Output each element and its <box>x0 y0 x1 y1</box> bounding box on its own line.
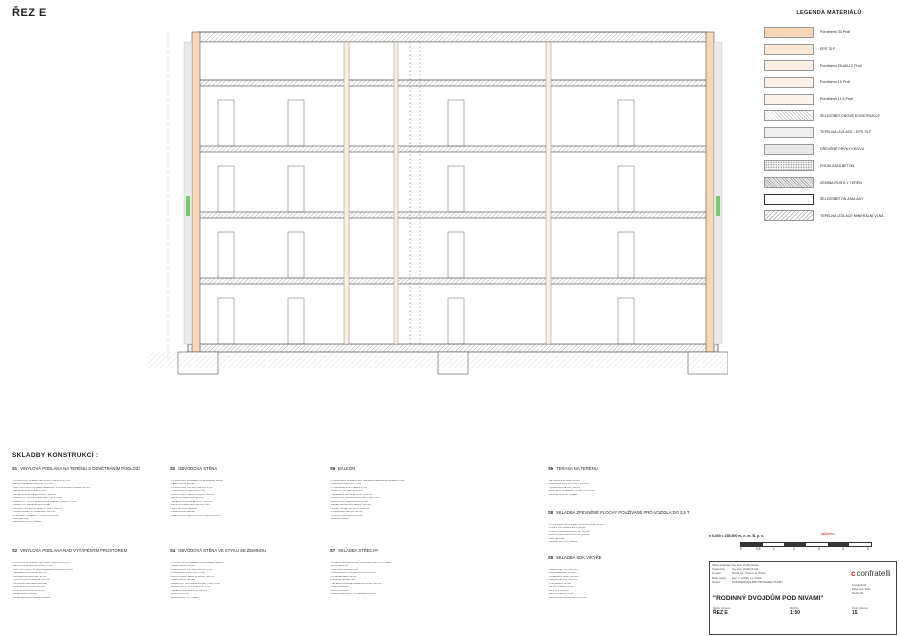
composition-layer: - INTERIÉROVÁ DISPERZNÍ BARVA <box>12 596 51 599</box>
composition-title <box>170 548 266 554</box>
composition-layer: - LEPICÍ STĚRKA, 4 mm <box>548 593 574 596</box>
project-name: "RODINNÝ DVOJDŮM POD NIVAMI" <box>713 595 824 602</box>
legend-label: Porotherm 25 AKU Z Profi <box>820 63 862 68</box>
elevation-reference: ± 0,000 = 235,000 m. n. m. B. p. v. <box>709 534 764 538</box>
legend-item <box>764 74 894 91</box>
composition-layer: - PENETRAČNÍ NÁTĚR <box>170 579 195 582</box>
composition-name: BALKÓN <box>338 466 356 471</box>
title-block <box>709 561 897 635</box>
composition-layer: - NOSNÝ PRVEK SCHÖCK ISOKORB <box>330 507 370 510</box>
composition-layer: - POVRCHOVÁ ÚPRAVA PROTISKLUZNÁ KERAMICKÁ DLAŽBA, 8 mm <box>330 480 405 482</box>
composition-layer: - GEOTEXTILIE <box>548 537 565 540</box>
green-insulation <box>716 196 720 216</box>
legend-swatch <box>764 27 814 38</box>
composition-code: S6 <box>548 466 554 471</box>
composition-title <box>12 466 140 472</box>
composition-layer: - PODKLADOVÁ OMÍTKA, 15 mm <box>170 490 205 493</box>
composition-layer: - KONTRALATĚ 40x60 mm <box>330 568 358 571</box>
composition-name: SKLADBA ZPEVNĚNÉ PLOCHY POUŽÍVANÉ PRO VOZIDLA DO 3,5 T <box>556 510 690 515</box>
meta-key: Datum: <box>852 588 861 591</box>
composition-layer: - TEPELNÁ IZOLACE XPS, 160 mm <box>170 589 208 592</box>
composition-layer: - NOSNÁ PODKLADNÍ DESKA C 25/30, 150 mm <box>12 507 63 510</box>
row-key: Stupeň: <box>712 580 721 584</box>
composition-code: S5 <box>330 466 336 471</box>
legend-swatch <box>764 210 814 221</box>
scale-tick-label: 4 <box>842 547 844 551</box>
composition-layer: - ODVĚTRÁVACÍ SYSTÉM IGLŮ, 400 mm <box>12 511 56 514</box>
legend-swatch <box>764 160 814 171</box>
composition-layer: - SPOJOVACÍ ADHEZNÍ MŮSTEK <box>12 582 48 585</box>
composition-s7 <box>330 548 391 597</box>
composition-title <box>12 548 127 554</box>
sheet-title: ŘEZ E <box>12 7 47 19</box>
composition-layer: - SÁDROKARTON, 12,5 mm <box>548 569 578 571</box>
composition-layer: - PENETRAČNÍ NÁTĚR <box>12 593 37 596</box>
composition-layer: - SKLOTEXTILNÍ MŘÍŽKA <box>170 507 197 510</box>
composition-layer: - ZEMINA, ROSTLÝ TERÉN <box>12 521 41 524</box>
title-block-meta <box>852 592 896 595</box>
scale-tick-label: 5 <box>867 547 869 551</box>
composition-layer: - ŽELEZOBETONOVÁ DESKA, 200 mm <box>330 504 372 507</box>
composition-title <box>330 548 391 554</box>
composition-layer: - OSB DESKA, 22 mm <box>548 582 571 585</box>
ground-slab <box>188 344 718 352</box>
composition-layer: - SEPARAČNÍ PE FÓLIE, 0,2 mm <box>12 490 47 493</box>
composition-layer: - PAROZÁBRANA, 0,2 mm <box>548 572 576 575</box>
composition-layer: - FLEXIBILNÍ LEPIDLO, 5 mm <box>330 483 361 486</box>
composition-layer: - PODKLADNÍ OMÍTKA, 10 mm <box>330 511 363 514</box>
composition-layer: - STŘEŠNÍ SKLÁDANÁ KRYTINA Z BETONOVÝCH TAŠEK <box>330 562 392 564</box>
scale-tick-label: 1 <box>773 547 775 551</box>
composition-code: S8 <box>548 510 554 515</box>
composition-layer: - ZDIVO POROTHERM 30 PROFI, 300 mm <box>170 493 215 496</box>
composition-layer: - LEPICÍ A STĚRKOVÁ HMOTA, 4 mm <box>170 504 210 507</box>
composition-layer: - ZHUTNĚNÝ ŠTĚRKOVÝ PODSYP, 150 mm <box>12 514 59 517</box>
composition-layer: - ZEMINA, ROSTLÝ TERÉN <box>548 493 577 496</box>
composition-s9 <box>548 555 602 600</box>
composition-code: S1 <box>12 466 18 471</box>
roof-slab <box>198 32 708 42</box>
composition-layer: - PENETRAČNÍ NÁTĚR <box>170 565 195 568</box>
legend-item <box>764 91 894 108</box>
composition-layer: - HORNÍ PODKLADNÍ VRSTVA, 150 mm <box>548 530 590 533</box>
insulation <box>184 42 192 344</box>
legend-label: Porotherm 15 Profi <box>820 80 851 85</box>
composition-layer: - POVRCHOVÁ INTERIÉROVÁ DISPERZNÍ BARVA <box>170 480 224 482</box>
interior-wall <box>394 42 398 344</box>
interior-wall <box>546 42 551 344</box>
legend-item <box>764 141 894 158</box>
meta-key: Revize: <box>852 592 861 595</box>
green-insulation <box>186 196 190 216</box>
floor-slab <box>198 278 708 284</box>
composition-layer: - TEPELNÁ IZOLACE EPS 100 S, 100 mm <box>12 493 56 496</box>
right-outer-wall <box>706 32 714 352</box>
composition-layer: - PENETRAČNÍ NÁTĚR <box>170 483 195 486</box>
composition-s4 <box>170 548 266 600</box>
composition-layer: - POVRCHOVÁ ÚPRAVA VINYLOVÁ PODLAHA, 4,5 mm <box>12 562 71 564</box>
composition-layer: - ZEMINA, ROSTLÝ TERÉN <box>548 541 577 544</box>
composition-layer: - TEPELNÁ IZOLACE EPS 150 S, 80 mm <box>330 493 373 496</box>
composition-layer: - ASFALTOVÝ PÁS MODIFIKOVANÝ SBS, 4 mm <box>330 497 381 500</box>
attic <box>198 42 708 80</box>
composition-title <box>548 510 689 516</box>
composition-code: S4 <box>170 548 176 553</box>
scale-ribbon: MĚŘÍTKO <box>821 532 835 536</box>
composition-layer: - LEPICÍ DISPERZNÍ LEPIDLO, 1,5 mm <box>12 483 53 486</box>
composition-code: S7 <box>330 548 336 553</box>
composition-s1 <box>12 466 140 525</box>
composition-s5 <box>330 466 405 521</box>
meta-value: 12 / 2022 <box>860 588 871 591</box>
doors <box>218 100 634 344</box>
composition-layer: - LOŽE Z DRTI FRAKCE 4-8, 40 mm <box>548 527 586 530</box>
legend-swatch <box>764 94 814 105</box>
composition-layer: - PODKLADNÍ OMÍTKA, 10 mm <box>12 586 45 589</box>
composition-layer: - PENETRAČNÍ NÁTĚR <box>170 511 195 514</box>
company-logo: cconfratelli <box>851 569 891 578</box>
stairs <box>410 42 420 344</box>
legend-title: LEGENDA MATERIÁLŮ <box>796 10 862 16</box>
composition-layer: - SPÁDOVÝ POTĚR, 40-60 mm <box>330 490 363 493</box>
row-value: Novák Jan, Husova 12, Praha <box>732 572 766 576</box>
composition-layer: - SÁDROKARTON, 12,5 mm <box>548 579 578 582</box>
composition-s2 <box>12 548 127 600</box>
row-value: Ing. arch. Ondřej Novák <box>732 564 759 567</box>
legend-item <box>764 24 894 41</box>
row-key: Místo stavby: <box>712 576 727 580</box>
legend-swatch <box>764 177 814 188</box>
composition-layer: - GEOTEXTILIE <box>12 517 29 520</box>
scale-tick-label: 0 <box>740 547 742 551</box>
legend-item <box>764 124 894 141</box>
composition-layer: - ASFALTOVÝ PÁS S VLOŽKOU, 4 mm <box>170 586 211 589</box>
composition-layer: - ZDIVO POROTHERM 30 PROFI, 300 mm <box>170 575 215 578</box>
title-block-meta <box>852 584 896 587</box>
composition-layer: - LEPICÍ DISPERZNÍ LEPIDLO, 1,5 mm <box>12 565 53 568</box>
scale-label: Měřítko: <box>790 607 800 610</box>
scale-tick-label: 2 <box>793 547 795 551</box>
floor-slab <box>198 146 708 152</box>
title-block-row <box>712 572 822 576</box>
composition-layer: - DOLNÍ PODKLADNÍ VRSTVA, 200 mm <box>548 534 590 537</box>
composition-layer: - STRUKTUROVANÁ OMÍTKA, 2 mm <box>548 596 587 599</box>
composition-layer: - SILIKONOVÁ TENKOVRSTVÁ OMÍTKA, 2 mm <box>170 514 220 517</box>
sheet-number: 15 <box>852 610 858 616</box>
composition-layer: - KROČEJOVÁ IZOLACE, 40 mm <box>12 575 47 578</box>
composition-code: S2 <box>12 548 18 553</box>
composition-name: SKLADBA SDK VIKÝŘE <box>556 555 602 560</box>
composition-layer: - PODKLADOVÁ OMÍTKA, 15 mm <box>170 572 205 575</box>
composition-layer: - NOPOVÁ FÓLIE <box>170 593 189 596</box>
materials-legend <box>764 10 894 224</box>
composition-layer: - PLNÉ BEDNĚNÍ, 24 mm <box>330 575 357 578</box>
sheet-number-label: Číslo výkresu: <box>852 607 869 610</box>
composition-layer: - PAROZÁBRANA <box>330 586 349 589</box>
interior-wall <box>344 42 349 344</box>
composition-title <box>170 466 223 472</box>
title-block-row <box>712 577 822 581</box>
legend-label: ZEMINA ROSTLÝ TERÉN <box>820 180 862 185</box>
legend-item <box>764 107 894 124</box>
legend-label: ŽELEZOBETON ZÁKLADY <box>820 197 864 202</box>
composition-layer: - HYDROIZOLAČNÍ STĚRKA, 2 mm <box>330 486 368 489</box>
composition-layer: - POVRCHOVÁ OMÍTKA, 2 mm <box>330 514 363 517</box>
legend-item <box>764 191 894 208</box>
composition-layer: - ZHUTNĚNÝ ŠTĚRKOVÝ PODSYP, 150 mm <box>548 490 595 493</box>
legend-item <box>764 57 894 74</box>
composition-layer: - DRENÁŽNÍ VRSTVA Z DRTI, 100 mm <box>548 483 589 486</box>
composition-layer: - FASÁDNÍ BARVA <box>330 517 350 520</box>
composition-layer: - ASFALTOVÝ PÁS MODIFIKOVANÝ SBS, 4 mm <box>170 582 221 585</box>
composition-title <box>548 555 602 561</box>
legend-item <box>764 41 894 58</box>
composition-layer: - STROPNÍ KONSTRUKCE, 250 mm <box>12 579 50 582</box>
legend-swatch <box>764 44 814 55</box>
row-value: DOKUMENTACE PRO PROVEDENÍ STAVBY <box>732 580 783 584</box>
composition-layer: - POVRCHOVÁ VNITŘNÍ OMÍTKA, 2 mm <box>170 486 213 489</box>
legend-label: Porotherm 30 Profi <box>820 30 851 35</box>
insulation <box>714 42 722 344</box>
legend-swatch <box>764 110 814 121</box>
composition-layer: - BETONOVÁ DLAŽBA, 60 mm <box>548 480 580 482</box>
legend-label: TEPELNÁ IZOLACE MINERÁLNÍ VLNA <box>820 213 884 218</box>
building-section-drawing <box>148 18 728 390</box>
composition-title <box>548 466 598 472</box>
legend-label: EPS 70 F <box>820 47 836 52</box>
legend-swatch <box>764 127 814 138</box>
composition-name: OBVODOVÁ STĚNA VE STYKU SE ZEMINOU <box>178 548 267 553</box>
legend-item <box>764 174 894 191</box>
composition-layer: - LATĚ 40x60 mm <box>330 565 349 568</box>
scale-tick-label: 3 <box>818 547 820 551</box>
composition-name: TERASA NA TERÉNU <box>556 466 598 471</box>
floor-slab <box>198 212 708 218</box>
composition-s3 <box>170 466 223 518</box>
composition-title <box>330 466 405 472</box>
composition-layer: - ANHYDRITOVÁ LITÁ SAMONIVELAČNÍ STĚRKA, 60 mm <box>12 568 73 571</box>
composition-layer: - ANHYDRITOVÁ LITÁ SAMONIVELAČNÍ VYROVNÁVACÍ STĚRKA, 60 mm <box>12 486 91 489</box>
row-key: Investor: <box>712 572 722 576</box>
composition-layer: - LEPICÍ A STĚRKOVÁ HMOTA <box>170 497 203 500</box>
scale-value: 1:50 <box>790 610 801 616</box>
legend-label: ŽELEZOBETONOVÉ KONSTRUKCE <box>820 113 880 118</box>
composition-name: OBVODOVÁ STĚNA <box>178 466 218 471</box>
composition-layer: - POVRCHOVÁ INTERIÉROVÁ DISPERZNÍ BARVA <box>170 562 224 564</box>
meta-value: 6xA4 <box>860 584 867 587</box>
composition-layer: - SEPARAČNÍ PE FÓLIE, 0,2 mm <box>12 572 47 575</box>
composition-layer: - ASFALTOVÝ PÁS MODIFIKOVANÝ SBS, 4 mm <box>12 497 63 500</box>
composition-name: VINYLOVÁ PODLAHA NA TERÉNU S ODVĚTRÁNÍM PODLOŽÍ <box>20 466 140 471</box>
composition-layer: - ASFALTOVÝ PÁS S VLOŽKOU ZE SKELNÉ TKANINY, 4 mm <box>12 500 77 503</box>
composition-s6 <box>548 466 598 497</box>
composition-layer: - POVRCHOVÁ OMÍTKA, 2 mm <box>12 589 45 592</box>
composition-layer: - POVRCHOVÁ ÚPRAVA VINYLOVÁ PODLAHA, 4,5 mm <box>12 480 71 482</box>
meta-value: 00 <box>860 592 864 595</box>
meta-key: Formát: <box>852 584 861 587</box>
terrain <box>148 352 728 368</box>
row-key: Vypracoval: <box>712 568 725 572</box>
left-outer-wall <box>192 32 200 352</box>
composition-layer: - TEPELNÁ IZOLACE EPS 70 F, 160 mm <box>170 500 213 503</box>
sheet-name: ŘEZ E <box>713 610 728 616</box>
composition-layer: - PODKLADNÍ BETON, 150 mm <box>548 486 581 489</box>
floor-slab <box>198 80 708 86</box>
title-block-row <box>712 568 822 572</box>
composition-layer: - SÁDROKARTONOVÝ PODHLED, 12,5 mm <box>330 593 376 596</box>
composition-layer: - LEPICÍ STĚRKA, 4 mm <box>548 586 574 589</box>
sheet-name-label: Název výkresu: <box>713 607 731 610</box>
composition-layer: - POVRCHOVÁ VNITŘNÍ OMÍTKA, 2 mm <box>170 568 213 571</box>
legend-label: PODKLADNÍ BETON <box>820 163 855 168</box>
composition-layer: - ZEMINA, ROSTLÝ TERÉN <box>170 596 199 599</box>
scale-tick-label: 0,5 <box>756 547 761 551</box>
legend-swatch <box>764 194 814 205</box>
title-block-row <box>712 564 822 568</box>
row-key: Hlavní projektant: <box>712 564 732 567</box>
row-value: Ing. arch. Ondřej Novák <box>732 568 759 572</box>
legend-label: TEPELNÁ IZOLACE - EPS 70 F <box>820 130 872 135</box>
scale-labels <box>736 547 876 553</box>
composition-layer: - DOPLŇKOVÁ HYDROIZOLAČNÍ VRSTVA <box>330 572 375 575</box>
composition-name: VINYLOVÁ PODLAHA NAD VYTÁPĚNÝM PROSTOREM <box>20 548 128 553</box>
legend-label: Porotherm 11,5 Profi <box>820 97 853 102</box>
legend-swatch <box>764 77 814 88</box>
title-block-row <box>712 581 822 585</box>
composition-s8 <box>548 510 689 545</box>
legend-item <box>764 208 894 225</box>
composition-name: SKLADBA STŘECHY <box>338 548 379 553</box>
composition-layer: - ASFALTOVÝ PENETRAČNÍ NÁTĚR <box>330 500 369 503</box>
legend-swatch <box>764 60 814 71</box>
composition-layer: - ASFALTOVÝ PENETRAČNÍ NÁTĚR <box>12 504 51 507</box>
composition-layer: - VYSOKOPEVNOSTNÍ BETONOVÁ DLAŽBA, 80 mm <box>548 524 604 526</box>
row-value: parc. č. 1234/5, k.ú. Praha <box>732 576 762 580</box>
composition-layer: - TEPELNÁ IZOLACE MINERÁLNÍ VLNA, 160 mm <box>330 582 382 585</box>
title-block-meta <box>852 588 896 591</box>
composition-layer: - ROŠT 30x50 mm <box>330 589 350 592</box>
composition-layer: - EPS 70 F, 100 mm <box>548 589 569 592</box>
composition-layer: - KROKVE 100x160 mm <box>330 579 355 582</box>
legend-label: DŘEVĚNÉ PRVKY KROVU <box>820 147 865 152</box>
compositions-heading: SKLADBY KONSTRUKCÍ : <box>12 452 99 459</box>
legend-swatch <box>764 144 814 155</box>
composition-layer: - MINERÁLNÍ VLNA, 160 mm <box>548 575 579 578</box>
composition-code: S9 <box>548 555 554 560</box>
legend-item <box>764 158 894 175</box>
composition-code: S3 <box>170 466 176 471</box>
